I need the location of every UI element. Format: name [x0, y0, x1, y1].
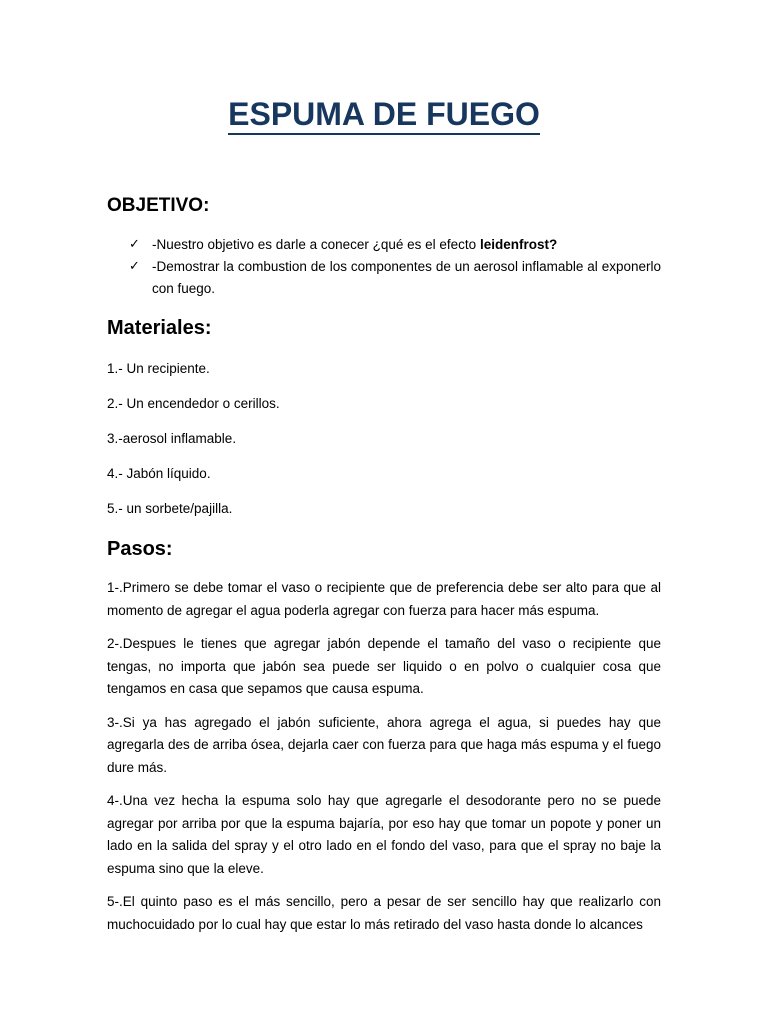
objetivo-item-text: -Nuestro objetivo es darle a conecer ¿qué es el efecto [152, 237, 480, 252]
pasos-list [107, 577, 661, 947]
materiales-heading: Materiales: [107, 317, 212, 339]
objetivo-item-bold: leidenfrost? [479, 237, 558, 252]
material-item: 5.- un sorbete/pajilla. [107, 501, 233, 516]
material-item: 4.- Jabón líquido. [107, 466, 211, 481]
step-paragraph: 2-.Despues le tienes que agregar jabón depende el tamaño del vaso o recipiente que tengas, no importa que jabón sea puede ser liquido o en polvo o cualquier cosa que tengamos en casa que sepamos que causa espuma. [107, 636, 661, 696]
document-title-text: ESPUMA DE FUEGO [228, 96, 540, 135]
objetivo-list [107, 234, 661, 300]
document-title [0, 94, 768, 134]
objetivo-item [107, 256, 661, 300]
material-item: 1.- Un recipiente. [107, 361, 210, 376]
objetivo-item-text: -Demostrar la combustion de los componentes de un aerosol inflamable al exponerlo con fuego. [152, 259, 661, 296]
checkmark-icon: ✓ [129, 237, 140, 252]
material-item: 2.- Un encendedor o cerillos. [107, 396, 280, 411]
pasos-heading: Pasos: [107, 538, 173, 560]
step-paragraph: 4-.Una vez hecha la espuma solo hay que agregarle el desodorante pero no se puede agregar por arriba por que la espuma bajaría, por eso hay que tomar un popote y poner un lado en la salida del spray y el otro lado en el fondo del vaso, para que el spray no baje la espuma sino que la eleve. [107, 793, 661, 876]
materiales-list [107, 358, 280, 533]
checkmark-icon: ✓ [129, 259, 140, 274]
objetivo-heading: OBJETIVO: [107, 195, 210, 216]
objetivo-item [107, 234, 661, 256]
step-paragraph: 5-.El quinto paso es el más sencillo, pero a pesar de ser sencillo hay que realizarlo con muchocuidado por lo cual hay que estar lo más retirado del vaso hasta donde lo alcances [107, 894, 661, 932]
step-paragraph: 1-.Primero se debe tomar el vaso o recipiente que de preferencia debe ser alto para que al momento de agregar el agua poderla agregar con fuerza para hacer más espuma. [107, 580, 661, 618]
material-item: 3.-aerosol inflamable. [107, 431, 237, 446]
step-paragraph: 3-.Si ya has agregado el jabón suficiente, ahora agrega el agua, si puedes hay que agregarla des de arriba ósea, dejarla caer con fuerza para que haga más espuma y el fuego dure más. [107, 714, 661, 775]
